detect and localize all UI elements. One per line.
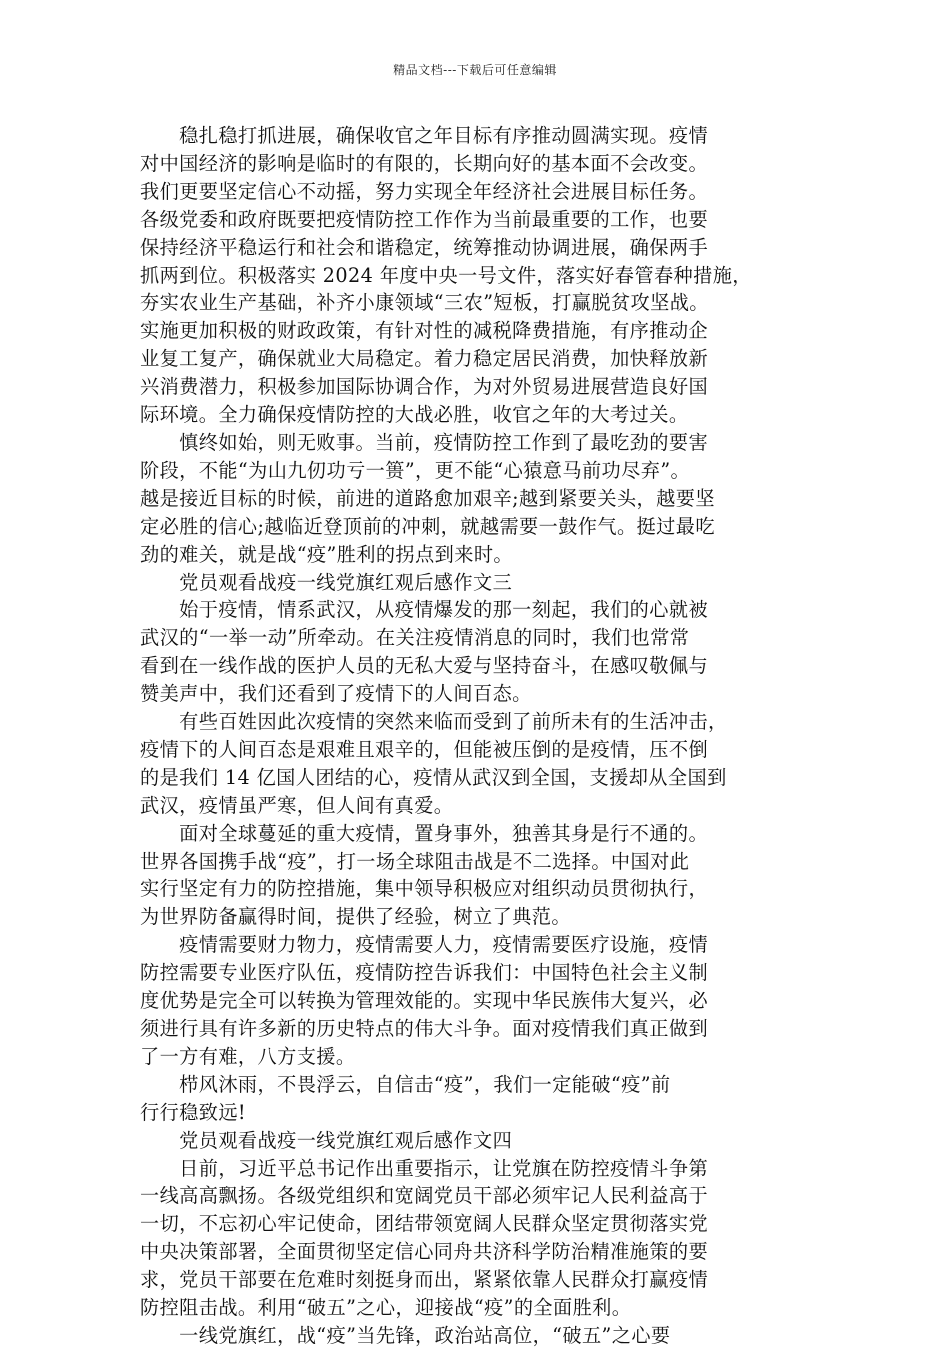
text-line: 世界各国携手战“疫”，打一场全球阻击战是不二选择。中国对此 [140, 849, 690, 873]
text-line: 始于疫情，情系武汉，从疫情爆发的那一刻起，我们的心就被 [140, 598, 709, 622]
text-line: 阶段，不能“为山九仞功亏一篑”，更不能“心猿意马前功尽弃”。 [140, 458, 691, 482]
text-line: 疫情需要财力物力，疫情需要人力，疫情需要医疗设施，疫情 [140, 933, 709, 957]
text-line: 为世界防备赢得时间，提供了经验，树立了典范。 [140, 905, 571, 929]
text-line: 越是接近目标的时候，前进的道路愈加艰辛;越到紧要关头，越要坚 [140, 486, 715, 510]
document-body [140, 122, 820, 1350]
page-header: 精品文档---下载后可任意编辑 [393, 63, 557, 77]
text-line: 对中国经济的影响是临时的有限的，长期向好的基本面不会改变。 [140, 151, 709, 175]
text-line: 实施更加积极的财政政策，有针对性的减税降费措施，有序推动企 [140, 319, 709, 343]
section-heading: 党员观看战疫一线党旗红观后感作文四 [140, 1128, 513, 1152]
text-line: 夯实农业生产基础，补齐小康领域“三农”短板，打赢脱贫攻坚战。 [140, 291, 709, 315]
text-line: 一切，不忘初心牢记使命，团结带领宽阔人民群众坚定贯彻落实党 [140, 1212, 709, 1236]
text-line: 武汉的“一举一动”所牵动。在关注疫情消息的同时，我们也常常 [140, 626, 690, 650]
text-line: 行行稳致远! [140, 1100, 247, 1124]
text-line: 面对全球蔓延的重大疫情，置身事外，独善其身是行不通的。 [140, 821, 709, 845]
text-line: 一线党旗红，战“疫”当先锋，政治站高位，“破五”之心要 [140, 1323, 671, 1347]
text-line: 兴消费潜力，积极参加国际协调合作，为对外贸易进展营造良好国 [140, 375, 709, 399]
text-line: 的是我们 14 亿国人团结的心，疫情从武汉到全国，支援却从全国到 [140, 765, 727, 789]
text-line: 了一方有难，八方支援。 [140, 1044, 356, 1068]
text-line: 度优势是完全可以转换为管理效能的。实现中华民族伟大复兴，必 [140, 989, 709, 1013]
text-line: 保持经济平稳运行和社会和谐稳定，统筹推动协调进展，确保两手 [140, 235, 709, 259]
text-line: 业复工复产，确保就业大局稳定。着力稳定居民消费，加快释放新 [140, 347, 709, 371]
text-line: 赞美声中，我们还看到了疫情下的人间百态。 [140, 682, 532, 706]
text-line: 有些百姓因此次疫情的突然来临而受到了前所未有的生活冲击， [140, 710, 728, 734]
text-line: 防控阻击战。利用“破五”之心，迎接战“疫”的全面胜利。 [140, 1296, 632, 1320]
text-line: 疫情下的人间百态是艰难且艰辛的，但能被压倒的是疫情，压不倒 [140, 737, 709, 761]
text-line: 稳扎稳打抓进展，确保收官之年目标有序推动圆满实现。疫情 [140, 124, 709, 147]
section-heading: 党员观看战疫一线党旗红观后感作文三 [140, 570, 513, 594]
text-line: 日前，习近平总书记作出重要指示，让党旗在防控疫情斗争第 [140, 1156, 709, 1180]
text-line: 际环境。全力确保疫情防控的大战必胜，收官之年的大考过关。 [140, 403, 689, 427]
text-line: 中央决策部署，全面贯彻坚定信心同舟共济科学防治精准施策的要 [140, 1240, 709, 1264]
text-line: 我们更要坚定信心不动摇，努力实现全年经济社会进展目标任务。 [140, 179, 709, 203]
text-line: 各级党委和政府既要把疫情防控工作作为当前最重要的工作，也要 [140, 207, 709, 231]
text-line: 须进行具有许多新的历史特点的伟大斗争。面对疫情我们真正做到 [140, 1017, 709, 1040]
text-line: 看到在一线作战的医护人员的无私大爱与坚持奋斗，在感叹敬佩与 [140, 654, 709, 678]
text-line: 武汉，疫情虽严寒，但人间有真爱。 [140, 793, 454, 817]
text-line: 实行坚定有力的防控措施，集中领导积极应对组织动员贯彻执行， [140, 877, 709, 901]
text-line: 定必胜的信心;越临近登顶前的冲刺，就越需要一鼓作气。挺过最吃 [140, 514, 715, 538]
text-line: 一线高高飘扬。各级党组织和宽阔党员干部必须牢记人民利益高于 [140, 1184, 709, 1208]
text-line: 求，党员干部要在危难时刻挺身而出，紧紧依靠人民群众打赢疫情 [140, 1268, 709, 1292]
text-line: 劲的难关，就是战“疫”胜利的拐点到来时。 [140, 542, 513, 566]
text-line: 防控需要专业医疗队伍，疫情防控告诉我们：中国特色社会主义制 [140, 961, 709, 985]
text-line: 抓两到位。积极落实 2024 年度中央一号文件，落实好春管春种措施， [140, 263, 752, 287]
text-line: 慎终如始，则无败事。当前，疫情防控工作到了最吃劲的要害 [140, 430, 709, 454]
text-line: 栉风沐雨，不畏浮云，自信击“疫”，我们一定能破“疫”前 [140, 1072, 671, 1096]
